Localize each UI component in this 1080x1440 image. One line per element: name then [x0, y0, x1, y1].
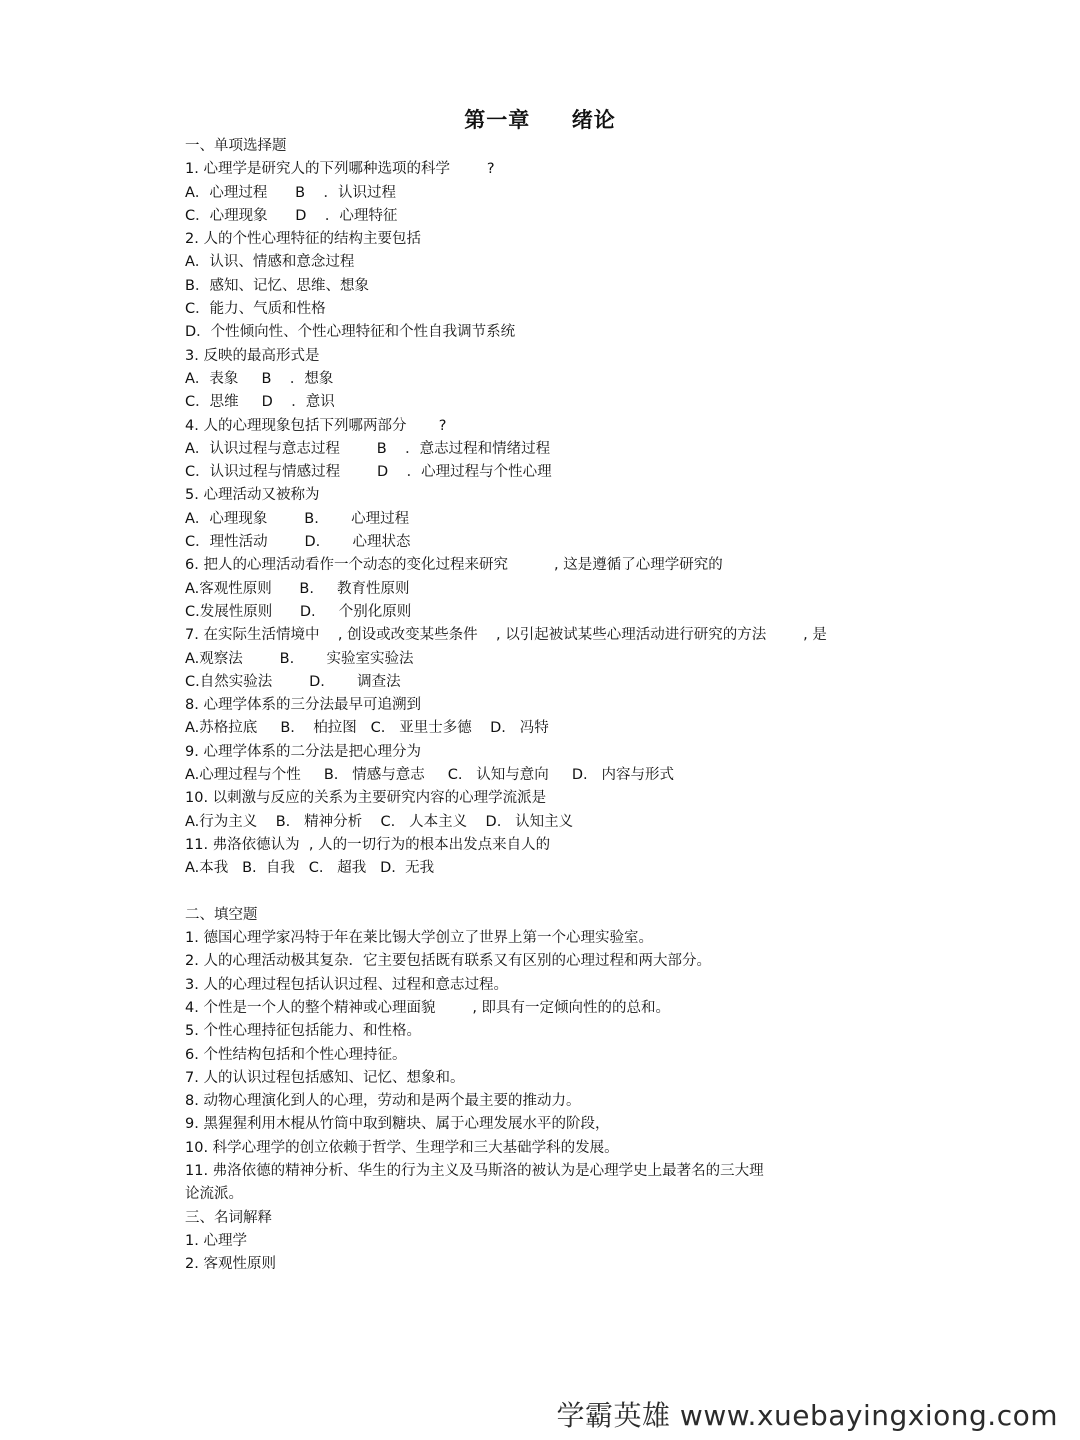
document-body — [185, 135, 945, 1277]
text-line: 论流派。 — [185, 1186, 243, 1203]
chapter-title: 第一章 绪论 — [464, 108, 616, 132]
text-line: 二、填空题 — [185, 906, 258, 923]
site-watermark: 学霸英雄 www.xuebayingxiong.com — [556, 1399, 1058, 1432]
text-line: B．感知、记忆、思维、想象 — [185, 277, 369, 294]
text-line: C.发展性原则 D. 个别化原则 — [185, 603, 412, 620]
text-line: 三、名词解释 — [185, 1209, 272, 1226]
text-line: A.客观性原则 B. 教育性原则 — [185, 580, 410, 597]
text-line: 1. 心理学 — [185, 1232, 247, 1249]
text-line: 6. 个性结构包括和个性心理持征。 — [185, 1046, 407, 1063]
text-line: A.苏格拉底 B. 柏拉图 C. 亚里士多德 D. 冯特 — [185, 720, 549, 737]
text-line: A．心理过程 B ．认识过程 — [185, 184, 396, 201]
text-line: 7. 人的认识过程包括感知、记忆、想象和。 — [185, 1069, 465, 1086]
text-line: 7. 在实际生活情境中 , 创设或改变某些条件 , 以引起被试某些心理活动进行研究的方法 , 是 — [185, 627, 827, 644]
text-line: 9. 心理学体系的二分法是把心理分为 — [185, 743, 421, 760]
text-line: C．认识过程与情感过程 D ．心理过程与个性心理 — [185, 464, 552, 481]
text-line: D．个性倾向性、个性心理特征和个性自我调节系统 — [185, 324, 516, 341]
text-line: 11. 弗洛依德的精神分析、华生的行为主义及马斯洛的被认为是心理学史上最著名的三大理 — [185, 1163, 764, 1180]
text-line: 3. 人的心理过程包括认识过程、过程和意志过程。 — [185, 976, 508, 993]
text-line: 11. 弗洛依德认为 , 人的一切行为的根本出发点来自人的 — [185, 836, 551, 853]
text-line: 1. 德国心理学家冯特于年在莱比锡大学创立了世界上第一个心理实验室。 — [185, 930, 653, 947]
text-line: 6. 把人的心理活动看作一个动态的变化过程来研究 , 这是遵循了心理学研究的 — [185, 557, 723, 574]
text-line: A.行为主义 B. 精神分析 C. 人本主义 D. 认知主义 — [185, 813, 574, 830]
text-line: C．思维 D ．意识 — [185, 394, 335, 411]
text-line: A.观察法 B. 实验室实验法 — [185, 650, 414, 667]
text-line: C.自然实验法 D. 调查法 — [185, 673, 401, 690]
text-line: 2. 人的个性心理特征的结构主要包括 — [185, 231, 421, 248]
text-line: A.心理过程与个性 B. 情感与意志 C. 认知与意向 D. 内容与形式 — [185, 767, 674, 784]
text-line: 5. 心理活动又被称为 — [185, 487, 320, 504]
text-line: 10. 以刺激与反应的关系为主要研究内容的心理学流派是 — [185, 790, 547, 807]
text-line: 8. 动物心理演化到人的心理，劳动和是两个最主要的推动力。 — [185, 1093, 581, 1110]
text-line: A．心理现象 B. 心理过程 — [185, 510, 410, 527]
text-line: A．认识、情感和意念过程 — [185, 254, 355, 271]
text-line: 8. 心理学体系的三分法最早可追溯到 — [185, 697, 421, 714]
text-line: A.本我 B. 自我 C. 超我 D. 无我 — [185, 860, 435, 877]
text-line: C．心理现象 D ．心理特征 — [185, 207, 398, 224]
text-line: 一、单项选择题 — [185, 138, 287, 154]
text-line: C．理性活动 D. 心理状态 — [185, 534, 411, 551]
text-line: 5. 个性心理持征包括能力、和性格。 — [185, 1023, 421, 1040]
text-line: 1. 心理学是研究人的下列哪种选项的科学 ? — [185, 161, 495, 178]
blank-line — [185, 881, 945, 904]
text-line: C．能力、气质和性格 — [185, 301, 326, 318]
text-line: 2. 客观性原则 — [185, 1256, 276, 1273]
text-line: 4. 个性是一个人的整个精神或心理面貌 , 即具有一定倾向性的的总和。 — [185, 999, 671, 1016]
text-line: 3. 反映的最高形式是 — [185, 347, 320, 364]
text-line: 10. 科学心理学的创立依赖于哲学、生理学和三大基础学科的发展。 — [185, 1139, 619, 1156]
text-line: 2. 人的心理活动极其复杂．它主要包括既有联系又有区别的心理过程和两大部分。 — [185, 953, 711, 970]
text-line: A．表象 B ．想象 — [185, 370, 334, 387]
text-line: A．认识过程与意志过程 B ．意志过程和情绪过程 — [185, 440, 551, 457]
text-line: 9. 黑猩猩利用木棍从竹筒中取到糖块、属于心理发展水平的阶段， — [185, 1116, 610, 1133]
text-line: 4. 人的心理现象包括下列哪两部分 ? — [185, 417, 447, 434]
